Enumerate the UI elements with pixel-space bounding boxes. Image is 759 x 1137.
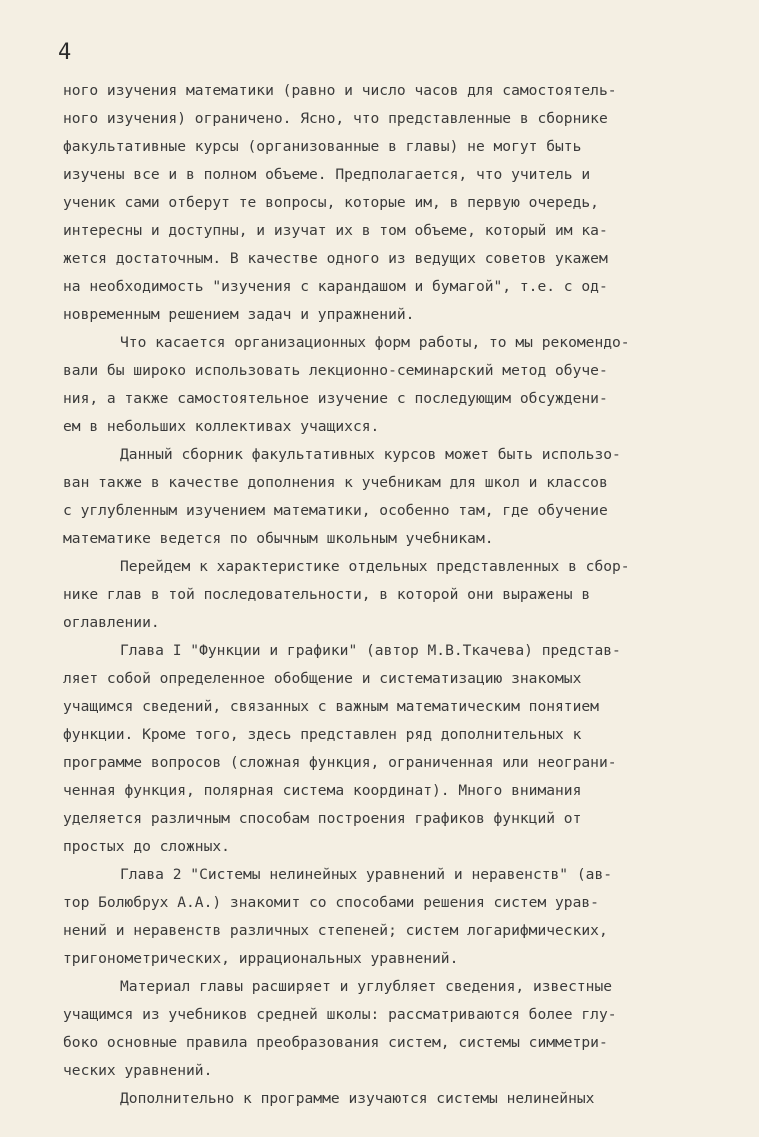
text-line: Материал главы расширяет и углубляет сведения, известные xyxy=(120,978,613,995)
text-line: интересны и доступны, и изучат их в том объеме, который им ка- xyxy=(63,222,608,239)
text-line: ческих уравнений. xyxy=(63,1062,213,1079)
text-line: на необходимость "изучения с карандашом и бумагой", т.е. с од- xyxy=(63,278,608,295)
text-line: ного изучения математики (равно и число часов для самостоятель- xyxy=(63,82,617,99)
text-line: жется достаточным. В качестве одного из ведущих советов укажем xyxy=(63,250,608,267)
text-line: нике глав в той последовательности, в которой они выражены в xyxy=(63,586,591,603)
text-line: математике ведется по обычным школьным учебникам. xyxy=(63,530,494,547)
text-line: функции. Кроме того, здесь представлен ряд дополнительных к xyxy=(63,726,582,743)
text-line: простых до сложных. xyxy=(63,838,230,855)
text-line: тор Болюбрух А.А.) знакомит со способами решения систем урав- xyxy=(63,894,599,911)
text-line: Что касается организационных форм работы, то мы рекомендо- xyxy=(120,334,630,351)
text-line: Глава I "Функции и графики" (автор М.В.Ткачева) представ- xyxy=(120,642,621,659)
text-line: ван также в качестве дополнения к учебникам для школ и классов xyxy=(63,474,608,491)
text-line: Глава 2 "Системы нелинейных уравнений и неравенств" (ав- xyxy=(120,866,613,883)
text-line: уделяется различным способам построения графиков функций от xyxy=(63,810,582,827)
text-line: новременным решением задач и упражнений. xyxy=(63,306,415,323)
text-line: ного изучения) ограничено. Ясно, что представленные в сборнике xyxy=(63,110,608,127)
page-number: 4 xyxy=(58,40,72,65)
text-line: тригонометрических, иррациональных уравнений. xyxy=(63,950,459,967)
text-line: программе вопросов (сложная функция, ограниченная или неограни- xyxy=(63,754,617,771)
text-line: Данный сборник факультативных курсов может быть использо- xyxy=(120,446,621,463)
text-line: изучены все и в полном объеме. Предполагается, что учитель и xyxy=(63,166,591,183)
text-line: вали бы широко использовать лекционно-семинарский метод обуче- xyxy=(63,362,608,379)
text-line: учащимся сведений, связанных с важным математическим понятием xyxy=(63,698,599,715)
text-line: учащимся из учебников средней школы: рассматриваются более глу- xyxy=(63,1006,617,1023)
text-line: Дополнительно к программе изучаются системы нелинейных xyxy=(120,1090,595,1107)
text-line: ляет собой определенное обобщение и систематизацию знакомых xyxy=(63,670,582,687)
text-line: ченная функция, полярная система координат). Много внимания xyxy=(63,782,582,799)
text-line: оглавлении. xyxy=(63,614,160,631)
text-line: боко основные правила преобразования систем, системы симметри- xyxy=(63,1034,608,1051)
text-line: ния, а также самостоятельное изучение с последующим обсуждени- xyxy=(63,390,608,407)
text-line: ем в небольших коллективах учащихся. xyxy=(63,418,380,435)
text-line: с углубленным изучением математики, особенно там, где обучение xyxy=(63,502,608,519)
text-line: факультативные курсы (организованные в главы) не могут быть xyxy=(63,138,582,155)
text-line: нений и неравенств различных степеней; систем логарифмических, xyxy=(63,922,608,939)
text-line: ученик сами отберут те вопросы, которые им, в первую очередь, xyxy=(63,194,599,211)
text-line: Перейдем к характеристике отдельных представленных в сбор- xyxy=(120,558,630,575)
